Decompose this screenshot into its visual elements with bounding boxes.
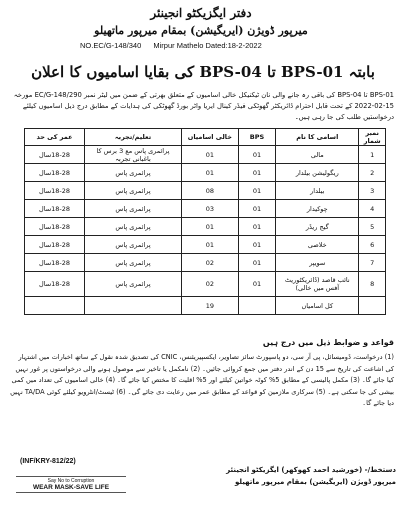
cell-qualification: پرائمری پاس xyxy=(85,218,182,236)
cell-vacancies: 01 xyxy=(181,164,238,182)
total-label: کل اسامیاں xyxy=(276,297,359,315)
cell-vacancies: 01 xyxy=(181,236,238,254)
cell-vacancies: 08 xyxy=(181,182,238,200)
cell-bps: 01 xyxy=(238,182,275,200)
intro-paragraph: BPS-01 تا BPS-04 کی باقی رہ جانے والی نان ٹیکنیکل خالی اسامیوں کے متعلق بھرتی کے ضمن میں لیٹر نمبر EC/G-148/290 مورخہ 15-02-2022 کے تحت قابل احترام ڈائریکٹر گھوٹکی فیڈر کینال ایریا واٹر بورڈ گھوٹکی کی ہدایات کے مطابق درج ذیل اسامیوں کیلئے درخواستیں طلب کی جا رہی ہیں۔ xyxy=(13,91,394,121)
posts-table xyxy=(24,128,386,315)
cell-sno: 5 xyxy=(359,218,386,236)
anti-corruption-slogan: Say No to Corruption xyxy=(47,478,95,484)
cell-post-name: خلاصی xyxy=(276,236,359,254)
reference-number: NO.EC/G-148/340 xyxy=(80,41,142,50)
cell-vacancies: 03 xyxy=(181,200,238,218)
cell-age-limit: 18-28سال xyxy=(25,146,85,164)
header-sno: نمبر شمار xyxy=(359,129,386,146)
table-header-row xyxy=(25,129,386,146)
terms-paragraph: (1) درخواست، ڈومیسائل، پی آر سی، دو پاسپورٹ سائز تصاویر، ایکسپیریئنس، CNIC کی تصدیق شدہ نقول کے ساتھ اخبارات میں اشتہار کی اشاعت کی تاریخ سے 15 دن کے اندر دفتر میں جمع کروائی جائیں۔ (2) نامکمل یا تاخیر سے موصول ہونے والی درخواستوں پر غور نہیں کیا جائے گا۔ (3) مکمل پالیسی کے مطابق 5% کوٹہ خواتین کیلئے اور 5% اقلیت کا مختص کیا جائے گا۔ (4) خالی اسامیوں کی تعداد میں کمی بیشی کی جا سکتی ہے۔ (5) سرکاری ملازمین کو قواعد کے مطابق عمر میں رعایت دی جائے گی۔ (6) ٹیسٹ/انٹرویو کیلئے کوئی TA/DA نہیں دیا جائے گا۔ xyxy=(10,353,394,407)
cell-age-limit: 18-28سال xyxy=(25,236,85,254)
cell-bps: 01 xyxy=(238,254,275,272)
office-title: دفتر ایگزیکٹو انجینئر xyxy=(150,6,252,20)
cell-post-name: چوکیدار xyxy=(276,200,359,218)
place-date: Mirpur Mathelo Dated:18-2-2022 xyxy=(153,41,262,50)
cell-bps: 01 xyxy=(238,272,275,297)
cell-qualification: پرائمری پاس xyxy=(85,182,182,200)
terms-title: قواعد و ضوابط ذیل میں درج ہیں xyxy=(262,338,394,347)
cell-bps: 01 xyxy=(238,200,275,218)
cell-post-name: سویپر xyxy=(276,254,359,272)
table-row xyxy=(25,146,386,164)
signature-office: میرپور ڈویژن (ایریگیشن) بمقام میرپور ماتھیلو xyxy=(235,478,396,486)
cell-sno: 1 xyxy=(359,146,386,164)
table-row xyxy=(25,272,386,297)
table-total-row xyxy=(25,297,386,315)
cell-post-name: گیج ریڈر xyxy=(276,218,359,236)
cell-qualification: پرائمری پاس xyxy=(85,164,182,182)
table-row xyxy=(25,218,386,236)
cell-qualification: پرائمری پاس xyxy=(85,200,182,218)
cell-sno: 2 xyxy=(359,164,386,182)
cell-qualification: پرائمری پاس xyxy=(85,236,182,254)
table-row xyxy=(25,164,386,182)
signature-name: دستخط/- (خورشید احمد کھوکھر) ایگزیکٹو انجینئر xyxy=(226,466,396,474)
reference-line xyxy=(80,41,272,50)
cell-age-limit: 18-28سال xyxy=(25,254,85,272)
cell-age-limit: 18-28سال xyxy=(25,218,85,236)
cell-sno: 7 xyxy=(359,254,386,272)
header-bps: BPS xyxy=(238,129,275,146)
cell-sno: 3 xyxy=(359,182,386,200)
cell-vacancies: 01 xyxy=(181,146,238,164)
cell-vacancies: 02 xyxy=(181,254,238,272)
header-qualification: تعلیم/تجربہ xyxy=(85,129,182,146)
cell-post-name: نائب قاصد (ڈائریکٹوریٹ آفس میں خالی) xyxy=(276,272,359,297)
cell-age-limit: 18-28سال xyxy=(25,272,85,297)
cell-age-limit: 18-28سال xyxy=(25,164,85,182)
cell-qualification: پرائمری پاس xyxy=(85,272,182,297)
header-post-name: اسامی کا نام xyxy=(276,129,359,146)
cell-bps: 01 xyxy=(238,164,275,182)
header-vacancies: خالی اسامیاں xyxy=(181,129,238,146)
cell-age-limit: 18-28سال xyxy=(25,200,85,218)
cell-vacancies: 01 xyxy=(181,218,238,236)
total-value: 19 xyxy=(181,297,238,315)
header-age-limit: عمر کی حد xyxy=(25,129,85,146)
cell-post-name: مالی xyxy=(276,146,359,164)
headline: بابتہ BPS-01 تا BPS-04 کی بقایا اسامیوں کا اعلان xyxy=(31,63,375,81)
cell-sno: 8 xyxy=(359,272,386,297)
cell-bps: 01 xyxy=(238,218,275,236)
table-row xyxy=(25,200,386,218)
cell-sno: 4 xyxy=(359,200,386,218)
cell-qualification: پرائمری پاس xyxy=(85,254,182,272)
mask-slogan: WEAR MASK-SAVE LIFE xyxy=(32,484,110,491)
division-title: میرپور ڈویژن (ایریگیشن) بمقام میرپور ماتھیلو xyxy=(94,24,308,37)
cell-post-name: بیلدار xyxy=(276,182,359,200)
table-row xyxy=(25,254,386,272)
mask-banner xyxy=(16,476,126,493)
cell-post-name: ریگولیشن بیلدار xyxy=(276,164,359,182)
cell-bps: 01 xyxy=(238,146,275,164)
cell-qualification: پرائمری پاس مع 3 برس کا باغبانی تجربہ xyxy=(85,146,182,164)
cell-vacancies: 02 xyxy=(181,272,238,297)
cell-age-limit: 18-28سال xyxy=(25,182,85,200)
cell-bps: 01 xyxy=(238,236,275,254)
signature-block xyxy=(206,464,396,488)
cell-sno: 6 xyxy=(359,236,386,254)
ad-code: (INF/KRY-812/22) xyxy=(20,458,76,465)
table-row xyxy=(25,182,386,200)
table-row xyxy=(25,236,386,254)
